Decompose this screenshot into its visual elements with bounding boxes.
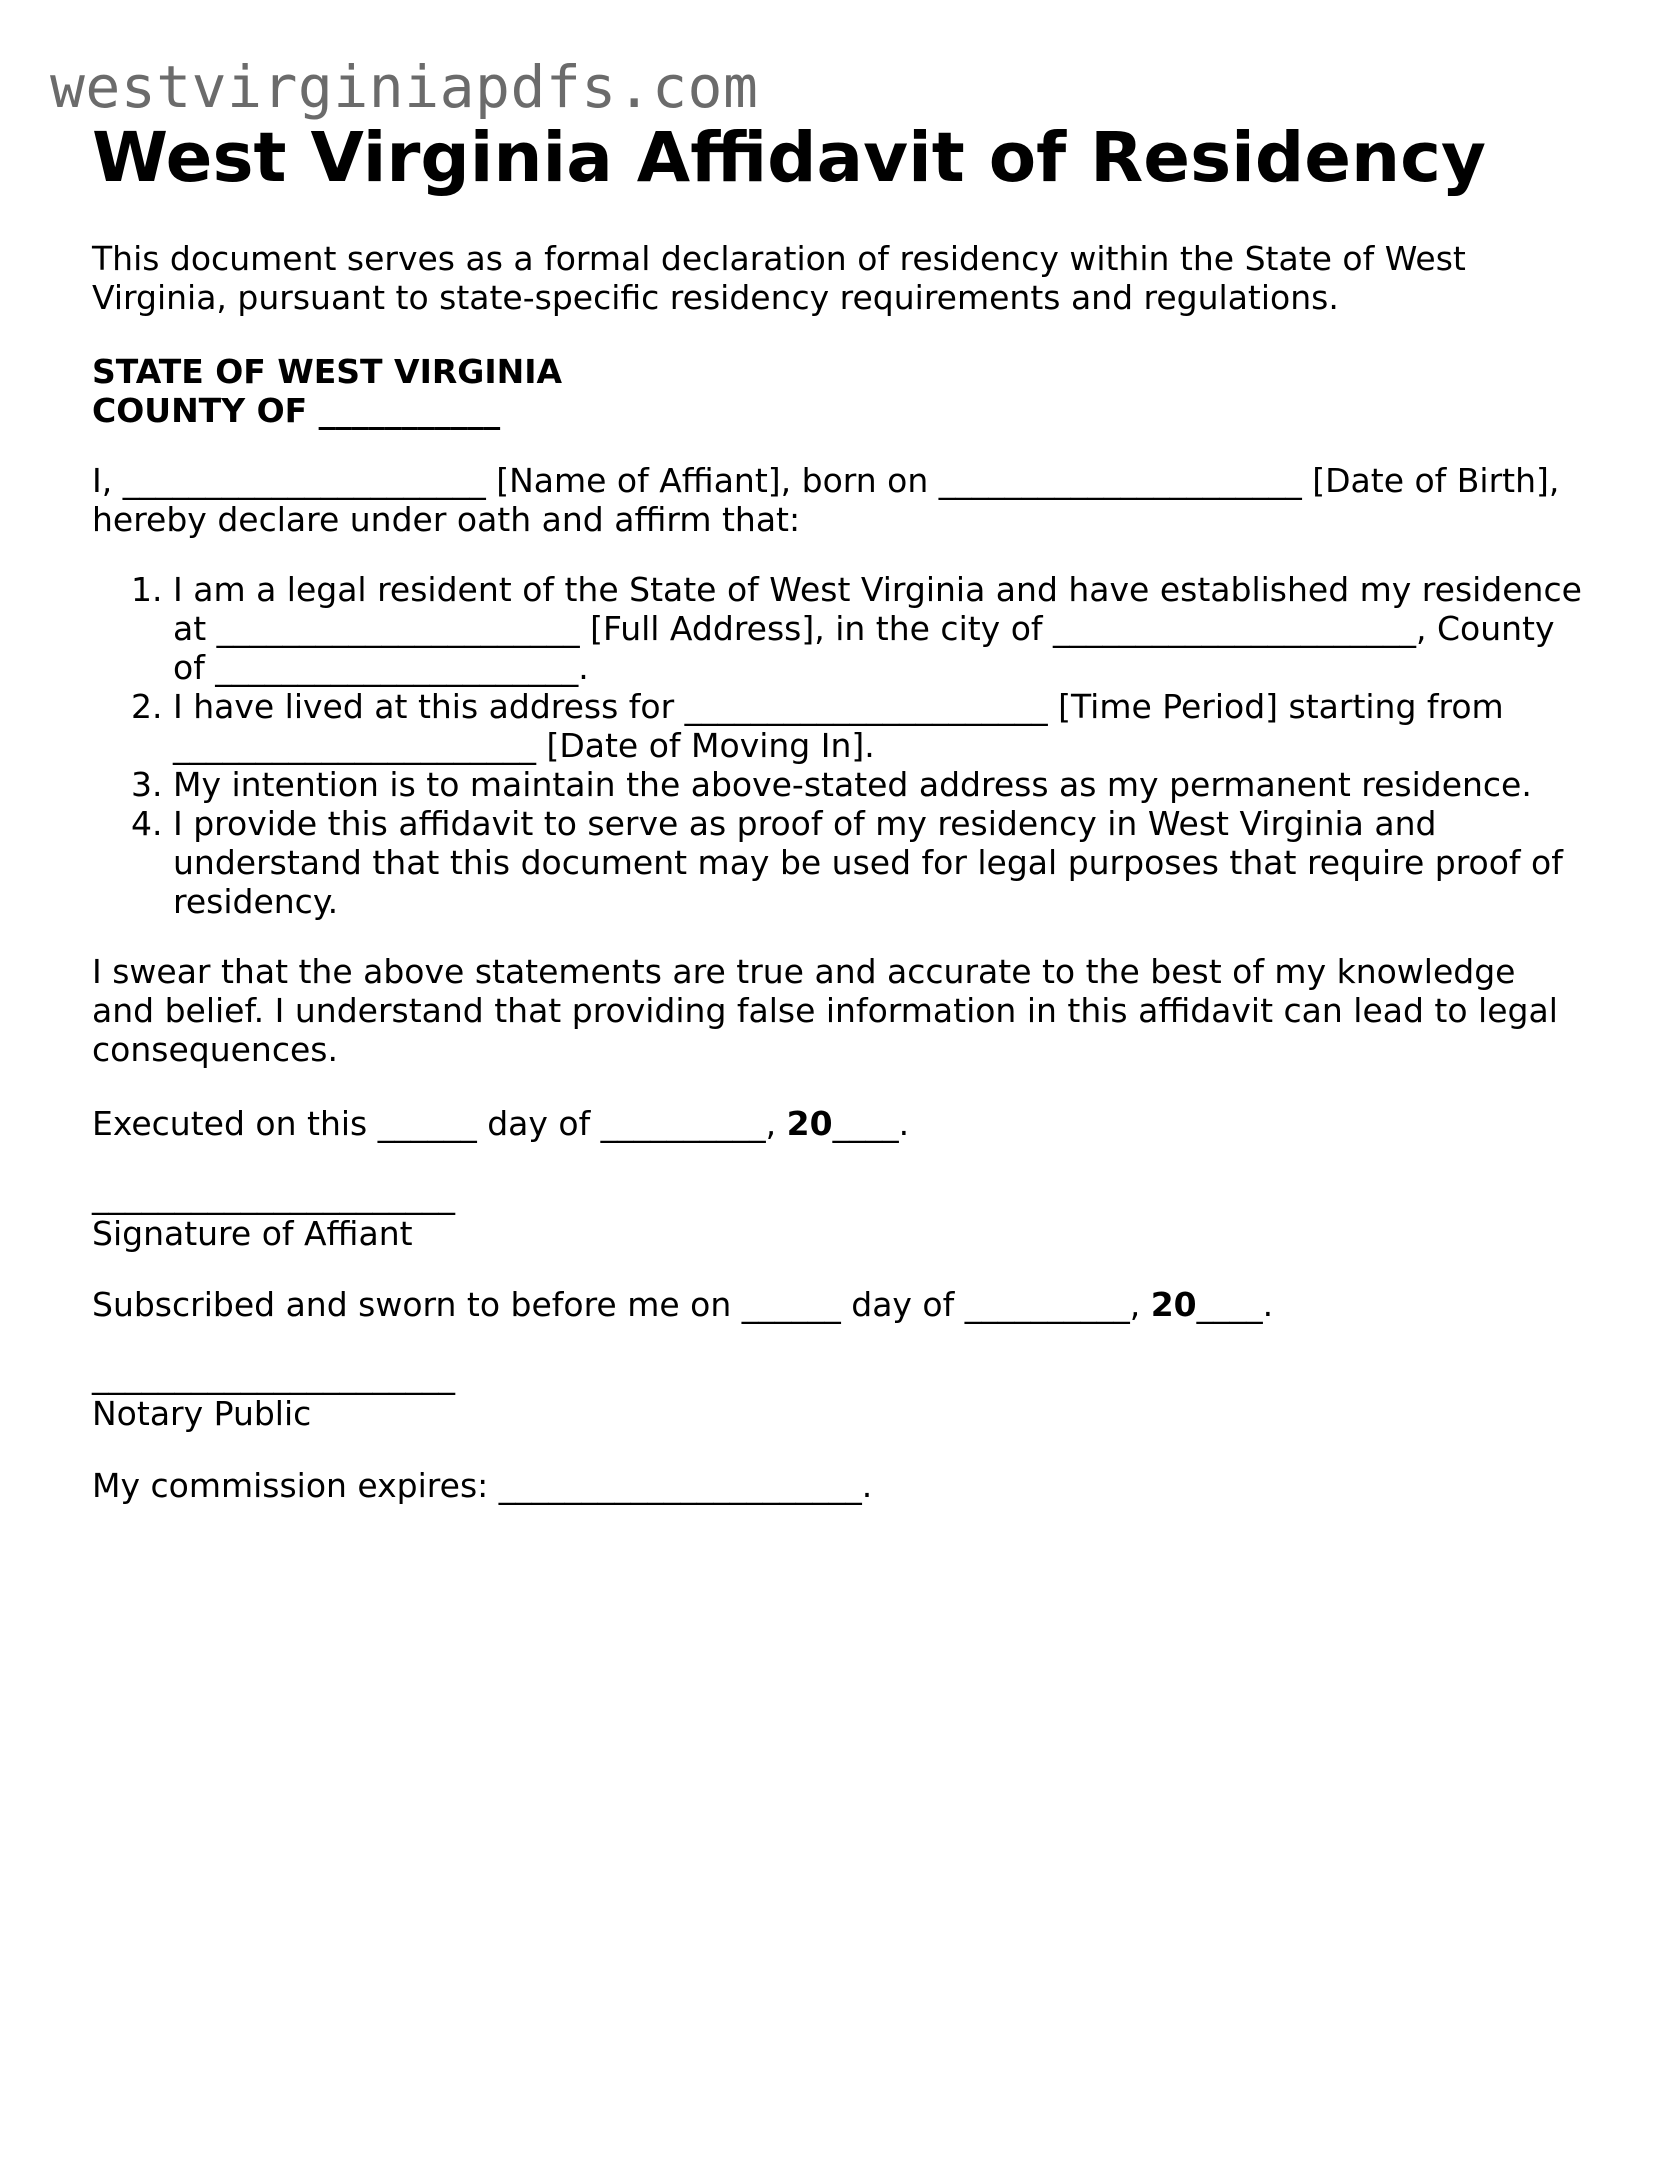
statement-item-4: 4. I provide this affidavit to serve as proof of my residency in West Virginia and understand that this document may be used for legal purposes that require proof of residency. — [173, 804, 1582, 921]
county-line: COUNTY OF ___________ — [92, 391, 501, 430]
notary-signature-line: ______________________ — [92, 1356, 455, 1395]
notary-label: Notary Public — [92, 1394, 312, 1433]
subscribed-line — [92, 1285, 1582, 1324]
signature-line: ______________________ — [92, 1176, 455, 1215]
subscribed-year: 20 — [1150, 1285, 1197, 1324]
statement-item-1: 1. I am a legal resident of the State of West Virginia and have established my residence at ______________________ [Full Address], in the city of ______________________, County of ______________________. — [173, 570, 1582, 687]
page-title: West Virginia Affidavit of Residency — [92, 118, 1487, 198]
executed-prefix: Executed on this ______ day of __________, — [92, 1104, 787, 1143]
statement-list — [92, 570, 1582, 921]
swear-statement: I swear that the above statements are true and accurate to the best of my knowledge and belief. I understand that providing false information in this affidavit can lead to legal consequences. — [92, 952, 1558, 1069]
subscribed-prefix: Subscribed and sworn to before me on ______ day of __________, — [92, 1285, 1151, 1324]
state-line: STATE OF WEST VIRGINIA — [92, 352, 563, 391]
signature-label: Signature of Affiant — [92, 1214, 413, 1253]
executed-year: 20 — [786, 1104, 833, 1143]
subscribed-suffix: ____. — [1196, 1285, 1274, 1324]
executed-line — [92, 1104, 1582, 1143]
site-watermark: westvirginiapdfs.com — [50, 53, 759, 121]
affiant-statement: I, ______________________ [Name of Affiant], born on ______________________ [Date of Birth], hereby declare under oath and affirm that: — [92, 461, 1560, 539]
intro-paragraph: This document serves as a formal declaration of residency within the State of West Virginia, pursuant to state-specific residency requirements and regulations. — [92, 239, 1466, 317]
statement-item-2: 2. I have lived at this address for ______________________ [Time Period] starting from ______________________ [Date of Moving In]. — [173, 687, 1582, 765]
commission-expires: My commission expires: ______________________. — [92, 1466, 873, 1505]
executed-suffix: ____. — [832, 1104, 910, 1143]
jurisdiction-block — [92, 352, 1582, 430]
statement-item-3: 3. My intention is to maintain the above-stated address as my permanent residence. — [173, 765, 1582, 804]
